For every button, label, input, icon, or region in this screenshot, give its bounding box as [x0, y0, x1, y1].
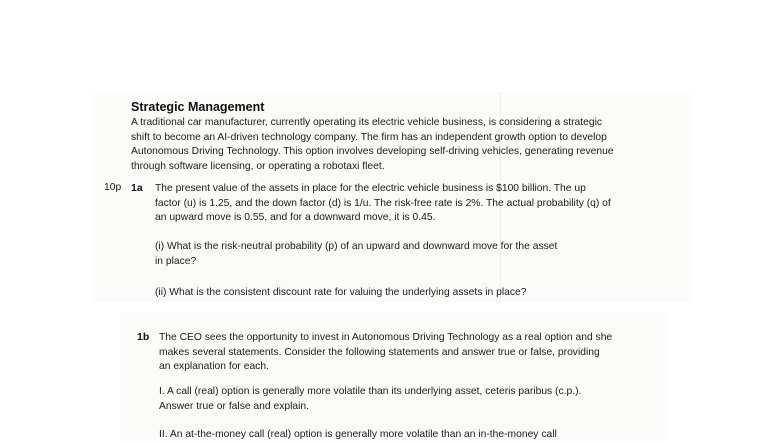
intro-line: A traditional car manufacturer, currently operating its electric vehicle business, is considering a strategic: [131, 117, 603, 128]
section-title: Strategic Management: [131, 100, 265, 114]
question-line: The present value of the assets in place for the electric vehicle business is $100 billion. The up: [155, 183, 586, 194]
question-line: Answer true or false and explain.: [159, 400, 309, 412]
intro-line: shift to become an AI-driven technology company. The firm has an independent growth option to develop: [131, 131, 607, 143]
question-line: an explanation for each.: [159, 361, 269, 373]
question-1b-statement-2: [159, 428, 659, 443]
question-line: (ii) What is the consistent discount rate for valuing the underlying assets in place?: [155, 287, 527, 298]
question-line: an upward move is 0.55, and for a downward move, it is 0.45.: [155, 212, 436, 224]
question-1a-marks: 10p: [104, 182, 122, 193]
question-line: II. An at-the-money call (real) option is generally more volatile than an in-the-money call: [159, 429, 557, 440]
question-1a-part-ii: [155, 286, 675, 301]
question-line: I. A call (real) option is generally more volatile than its underlying asset, ceteris paribus (c.p.).: [159, 386, 582, 397]
question-line: The CEO sees the opportunity to invest in Autonomous Driving Technology as a real option and she: [159, 332, 613, 343]
intro-paragraph: [131, 116, 679, 174]
question-1b-statement-1: [159, 385, 659, 414]
question-1b-number: 1b: [137, 331, 150, 343]
question-line: in place?: [155, 255, 197, 267]
intro-line: Autonomous Driving Technology. This option involves developing self-driving vehicles, generating revenue: [131, 146, 614, 158]
question-line: makes several statements. Consider the following statements and answer true or false, providing: [159, 346, 600, 358]
question-1a-text: [155, 182, 675, 226]
intro-line: through software licensing, or operating a robotaxi fleet.: [131, 160, 385, 172]
question-line: (i) What is the risk-neutral probability (p) of an upward and downward move for the asset: [155, 241, 558, 252]
question-1a-number: 1a: [131, 182, 143, 194]
question-1a-part-i: [155, 240, 675, 269]
question-line: factor (u) is 1.25, and the down factor (d) is 1/u. The risk-free rate is 2%. The actual probability (q) of: [155, 197, 611, 209]
question-1b-text: [159, 331, 659, 375]
